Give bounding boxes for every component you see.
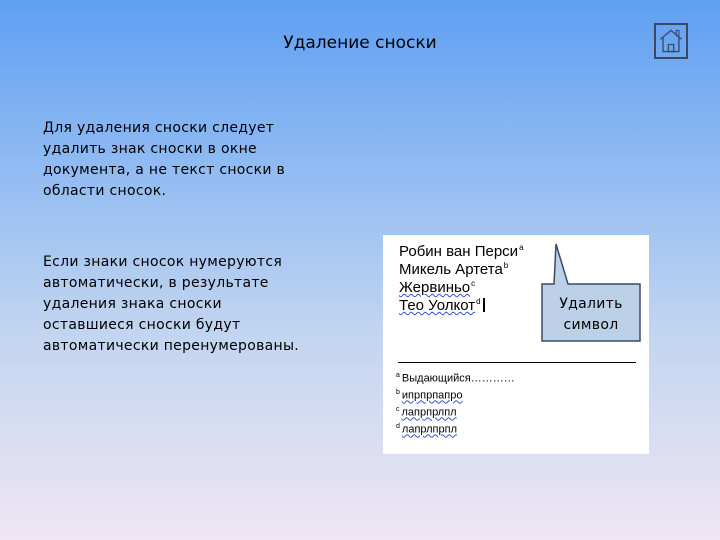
document-line[interactable]: Робин ван Перси$^a$ [399,243,524,260]
document-line[interactable]: Микель Артета$^b$ [399,261,509,278]
footnote-item[interactable]: $^c$ лапрпрлпл [396,406,457,419]
text-cursor [483,298,485,312]
home-icon [656,25,686,57]
document-line[interactable]: Жервиньо$^c$ [399,279,476,296]
slide-title: Удаление сноски [283,33,437,53]
callout-label: Удалить символ [559,296,623,333]
footnote-separator [398,362,636,363]
home-button[interactable] [654,23,688,59]
footnote-item[interactable]: $^d$ лапрлпрпл [396,423,458,436]
paragraph-renumbering-note: Если знаки сносок нумеруются автоматически, в результате удаления знака сноски оставшиеся сноски будут автоматически перенумерованы. [43,254,300,354]
footnote-item[interactable]: $^b$ ипрпрпапро [396,389,463,402]
footnote-item[interactable]: $^a$ Выдающийся………… [396,372,515,385]
footnote-mark[interactable]: a [519,243,524,252]
document-line[interactable]: Тео Уолкот$^d$ [399,297,485,314]
footnote-mark[interactable]: b [503,261,509,270]
footnote-mark[interactable]: c [471,279,476,288]
footnote-mark[interactable]: d [476,297,481,306]
paragraph-delete-instruction: Для удаления сноски следует удалить знак сноски в окне документа, а не текст сноски в области сносок. [43,120,286,199]
